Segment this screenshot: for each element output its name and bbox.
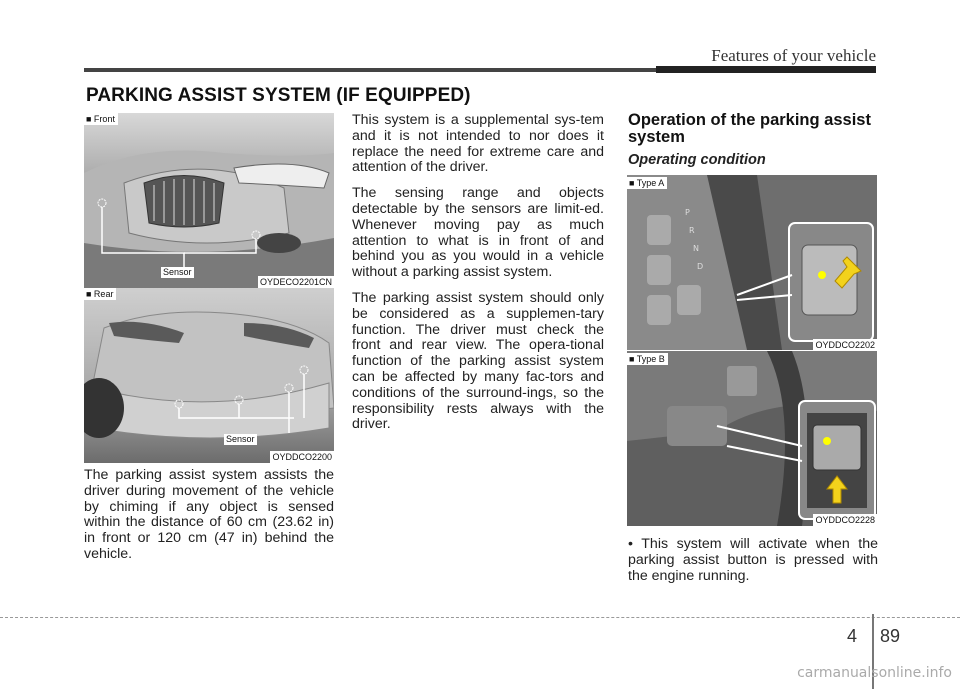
left-column-text — [84, 468, 334, 573]
type-b-figure — [627, 351, 877, 526]
footer-rule — [0, 617, 960, 618]
type-a-console-illustration — [627, 175, 877, 350]
operating-condition-subheading: Operating condition — [628, 152, 766, 168]
responsibility-paragraph: The parking assist system should only be considered as a supplemen-tary function. The driver must check the front and rear view. The opera-tional function of the parking assist system can be affected by many fac-tors and conditions of the surround-ings, so the responsibility rests always with the driver. — [352, 289, 604, 433]
front-figure-code: OYDECO2201CN — [259, 277, 332, 287]
rear-car-illustration — [84, 288, 334, 463]
section-title: PARKING ASSIST SYSTEM (IF EQUIPPED) — [86, 85, 471, 106]
running-header: Features of your vehicle — [711, 46, 876, 65]
rear-figure-code: OYDDCO2200 — [272, 452, 332, 462]
intro-paragraph: The parking assist system assists the driver during movement of the vehicle by chiming if any object is sensed within the distance of 60 cm (23.62 in) in front or 120 cm (47 in) behind the vehicle. — [84, 467, 334, 562]
supplemental-paragraph: This system is a supplemental sys-tem and it is not intended to nor does it replace the need for extreme care and attention of the driver. — [352, 112, 604, 176]
type-b-code: OYDDCO2228 — [815, 515, 875, 525]
front-figure-label: ■ Front — [84, 113, 118, 125]
watermark: carmanualsonline.info — [797, 665, 952, 681]
chapter-number: 4 — [847, 626, 858, 646]
rear-sensor-figure — [84, 288, 334, 463]
front-sensor-callout: Sensor — [163, 267, 192, 277]
front-car-illustration — [84, 113, 334, 288]
rear-figure-label: ■ Rear — [84, 288, 116, 300]
type-b-dashboard-illustration — [627, 351, 877, 526]
page-number: 89 — [880, 626, 901, 646]
middle-column-text — [352, 113, 604, 443]
svg-text:P: P — [685, 208, 690, 217]
front-sensor-figure — [84, 113, 334, 288]
type-a-code: OYDDCO2202 — [815, 340, 875, 350]
header-rule-accent — [656, 66, 876, 73]
rear-sensor-callout: Sensor — [226, 434, 255, 444]
activation-bullet: • This system will activate when the parking assist button is pressed with the engine running. — [628, 536, 878, 584]
type-a-figure — [627, 175, 877, 350]
svg-text:N: N — [693, 244, 699, 253]
svg-text:R: R — [689, 226, 695, 235]
svg-text:D: D — [697, 262, 704, 271]
type-a-label: ■ Type A — [627, 177, 667, 189]
operation-heading: Operation of the parking assist system — [628, 111, 871, 146]
type-b-label: ■ Type B — [627, 353, 668, 365]
sensing-range-paragraph: The sensing range and objects detectable by the sensors are limit-ed. Whenever moving pay as much attention to what is in front of and behind you as you would in a vehicle without a parking assist system. — [352, 185, 604, 281]
